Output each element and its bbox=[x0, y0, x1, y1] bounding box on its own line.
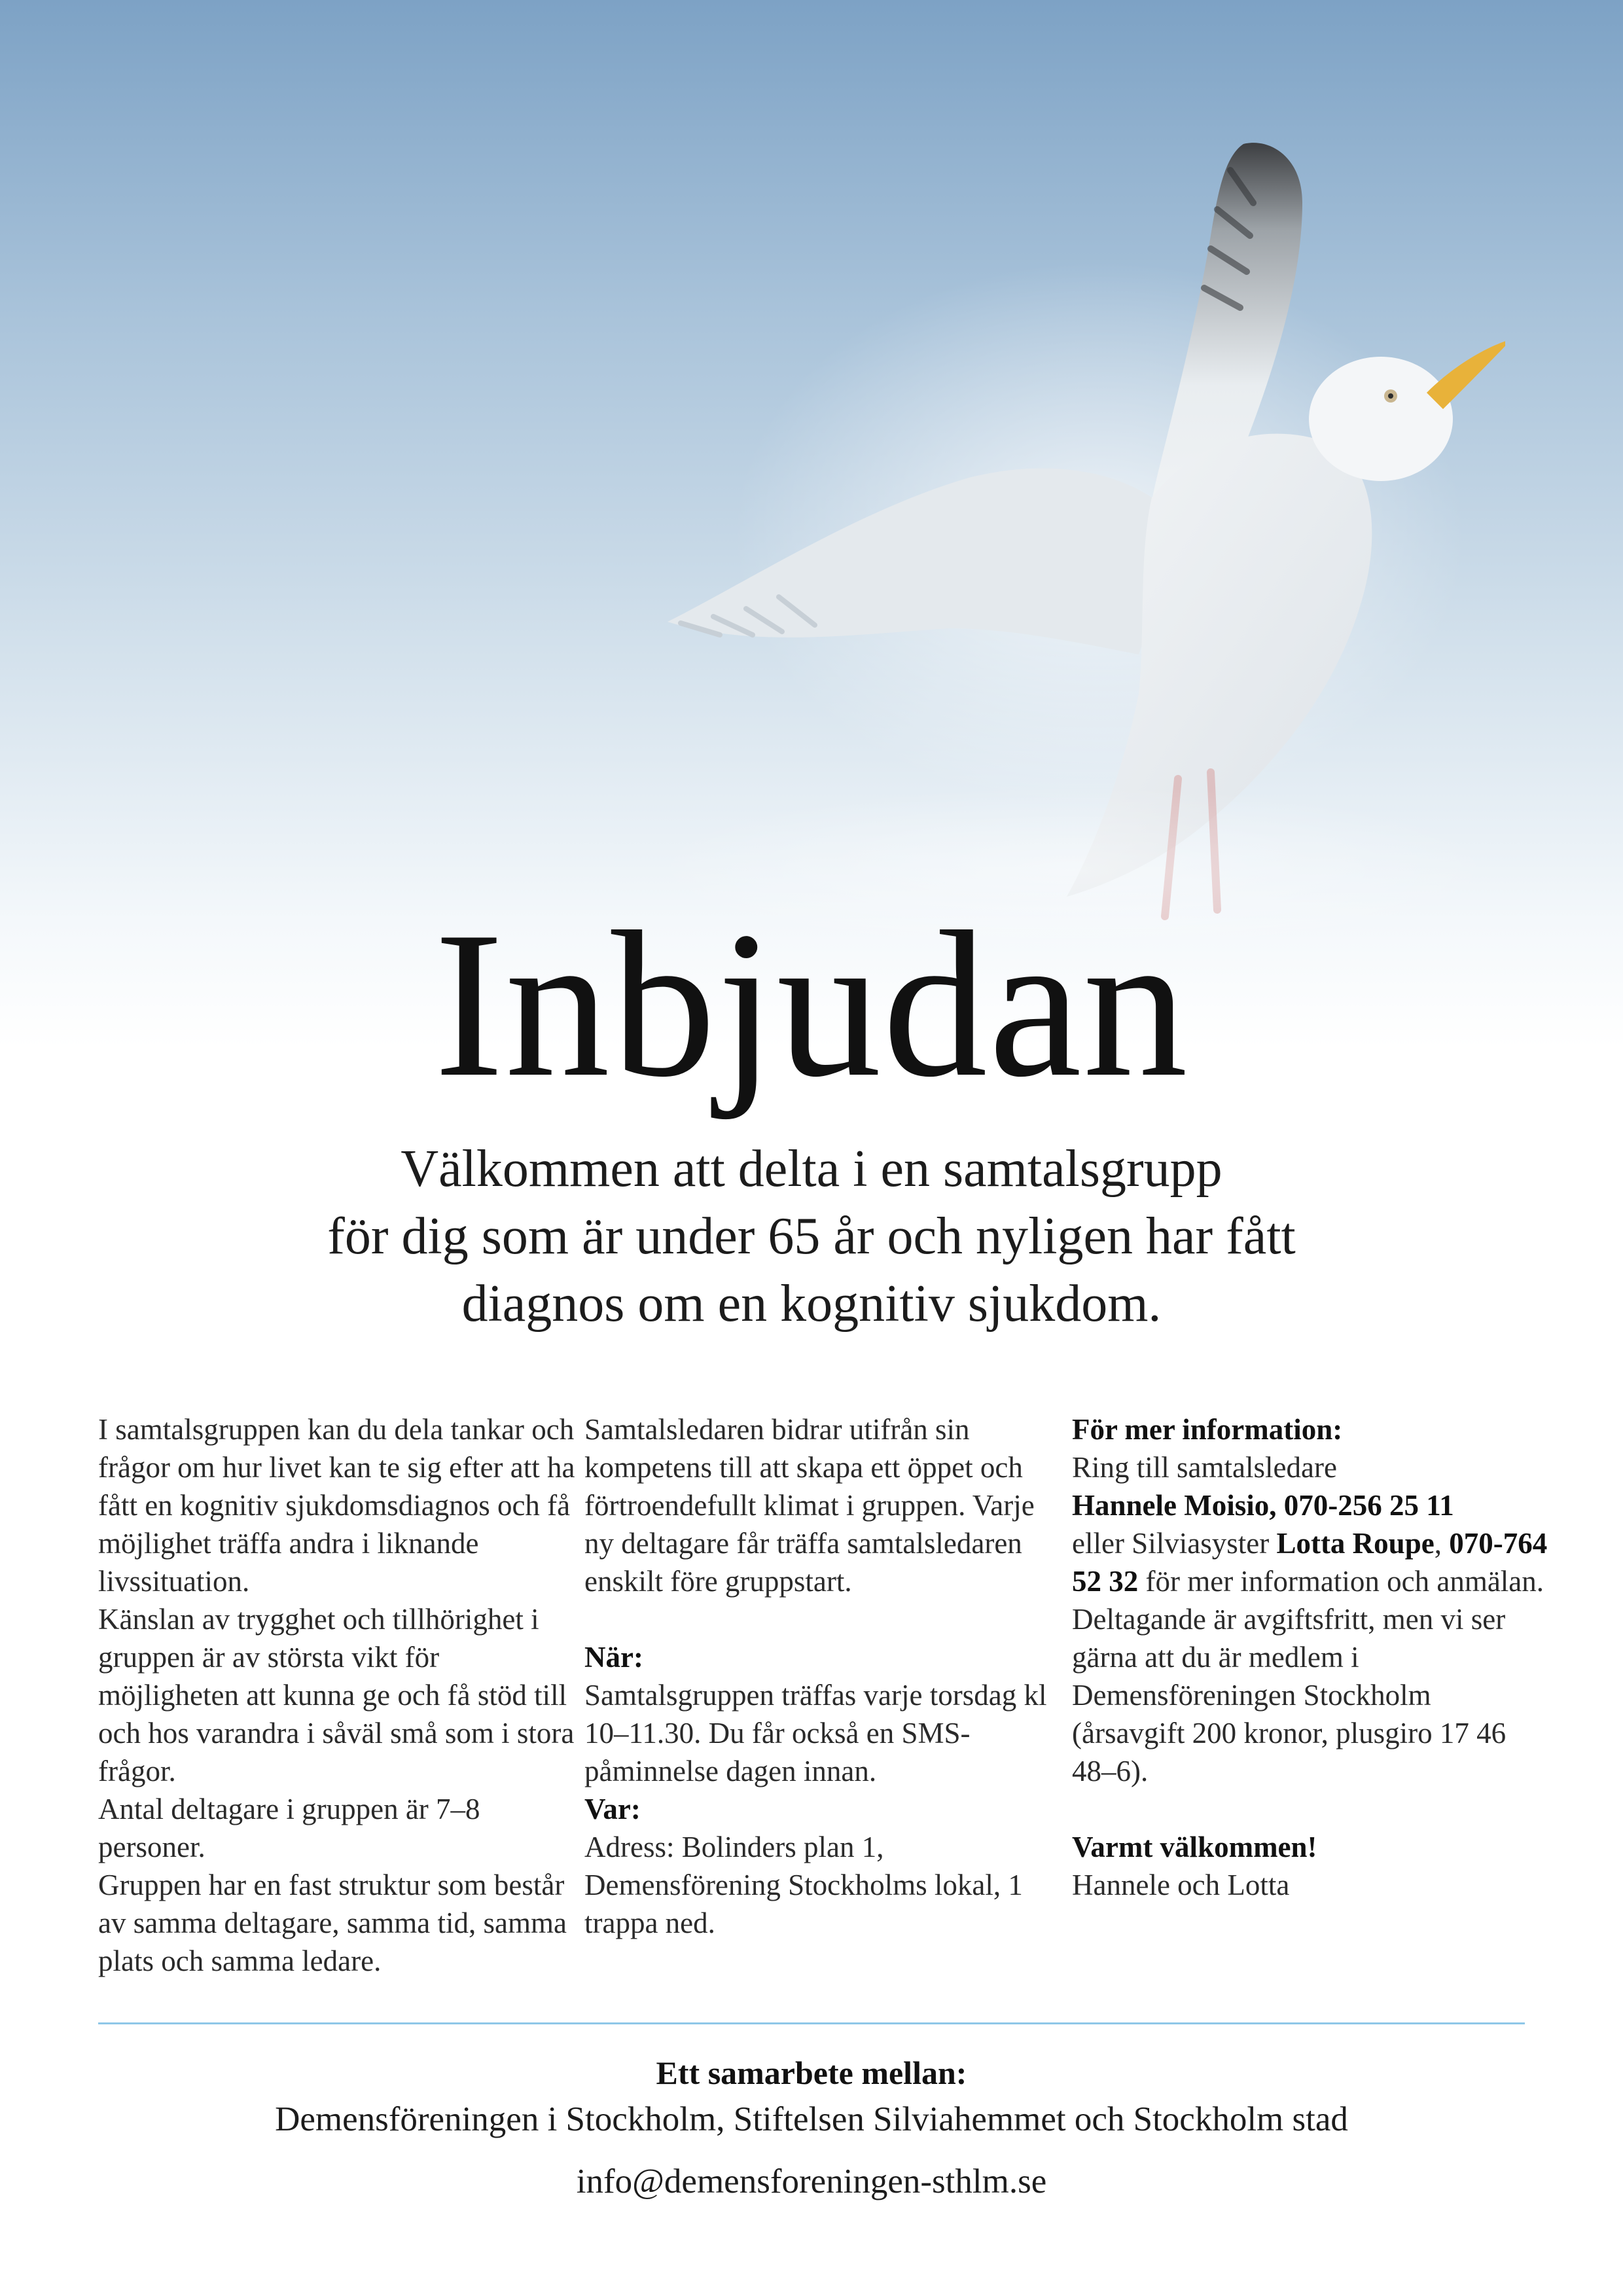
middle-column bbox=[584, 1410, 1062, 1942]
seagull-icon bbox=[641, 131, 1505, 956]
paragraph: I samtalsgruppen kan du dela tankar och frågor om hur livet kan te sig efter att ha fått en kognitiv sjukdomsdiagnos och få möjlighet träffa andra i liknande livssituation. bbox=[98, 1413, 575, 1598]
left-column bbox=[98, 1410, 576, 1980]
fee-text: Deltagande är avgiftsfritt, men vi ser gärna att du är medlem i Demensföreningen Stockholm (årsavgift 200 kronor, plusgiro 17 46 48–6). bbox=[1072, 1603, 1507, 1787]
separator: , bbox=[1434, 1527, 1442, 1560]
sister-name: Lotta Roupe bbox=[1276, 1527, 1435, 1560]
leader-name: Hannele Moisio bbox=[1072, 1489, 1270, 1522]
subtitle-line: diagnos om en kognitiv sjukdom. bbox=[461, 1275, 1162, 1333]
signature: Hannele och Lotta bbox=[1072, 1869, 1290, 1901]
where-heading: Var: bbox=[584, 1793, 641, 1825]
ring-text: Ring till samtalsledare bbox=[1072, 1451, 1337, 1484]
sister-phone: 070-764 52 32 bbox=[1072, 1527, 1548, 1598]
or-text: eller Silviasyster bbox=[1072, 1527, 1277, 1560]
divider bbox=[98, 2022, 1525, 2024]
leader-contact bbox=[1072, 1486, 1550, 1524]
where-text: Adress: Bolinders plan 1, Demensförening Stockholms lokal, 1 trappa ned. bbox=[584, 1831, 1023, 1939]
welcome-heading: Varmt välkommen! bbox=[1072, 1831, 1317, 1863]
subtitle-line: Välkommen att delta i en samtalsgrupp bbox=[401, 1140, 1222, 1198]
right-column bbox=[1072, 1410, 1550, 1904]
info-suffix: för mer information och anmälan. bbox=[1138, 1565, 1544, 1598]
leader-phone: 070-256 25 11 bbox=[1283, 1489, 1454, 1522]
paragraph: Känslan av trygghet och tillhörighet i gruppen är av största vikt för möjligheten att kunna ge och få stöd till och hos varandra i såväl små som i stora frågor. bbox=[98, 1603, 575, 1787]
when-heading: När: bbox=[584, 1641, 643, 1674]
info-heading: För mer information: bbox=[1072, 1413, 1343, 1446]
separator: , bbox=[1269, 1489, 1284, 1522]
footer-organizations: Demensföreningen i Stockholm, Stiftelsen Silviahemmet och Stockholm stad bbox=[275, 2100, 1348, 2138]
footer-email-link[interactable]: info@demensforeningen-sthlm.se bbox=[576, 2162, 1047, 2200]
subtitle-line: för dig som är under 65 år och nyligen har fått bbox=[327, 1208, 1296, 1265]
sister-contact bbox=[1072, 1524, 1550, 1600]
paragraph: Antal deltagare i gruppen är 7–8 personer. bbox=[98, 1793, 480, 1863]
page-title: Inbjudan bbox=[434, 889, 1189, 1121]
footer-heading: Ett samarbete mellan: bbox=[656, 2054, 967, 2091]
intro-paragraph: Samtalsledaren bidrar utifrån sin kompetens till att skapa ett öppet och förtroendefullt klimat i gruppen. Varje ny deltagare får träffa samtalsledaren enskilt före gruppstart. bbox=[584, 1413, 1035, 1598]
when-text: Samtalsgruppen träffas varje torsdag kl 10–11.30. Du får också en SMS-påminnelse dagen innan. bbox=[584, 1679, 1047, 1787]
paragraph: Gruppen har en fast struktur som består av samma deltagare, samma tid, samma plats och samma ledare. bbox=[98, 1869, 567, 1977]
subtitle bbox=[157, 1136, 1466, 1338]
